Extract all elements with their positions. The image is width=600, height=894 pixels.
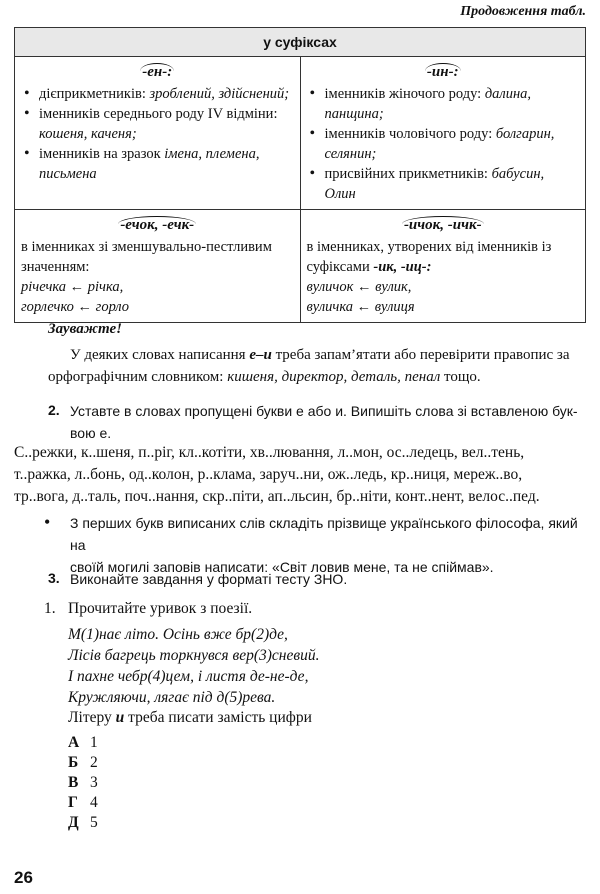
cell-yn xyxy=(300,57,586,210)
poem-excerpt: М(1)нає літо. Осінь вже бр(2)де, Лісів багрець торкнувся вер(3)сневий. І пахне чебр(4)цем, і листя де-не-де, Кружляючи, лягає під д(5)рева. xyxy=(68,626,320,706)
task-3-number: 3. xyxy=(48,570,60,586)
answer-option-a: А 1 xyxy=(68,734,98,751)
answer-option-c: В 3 xyxy=(68,774,98,791)
continuation-note: Продовження табл. xyxy=(460,4,586,19)
question-text: Прочитайте уривок з поезії. xyxy=(68,600,253,617)
task-2-number: 2. xyxy=(48,402,60,418)
list-item: • присвійних прикметників: бабусин, Олин xyxy=(307,164,580,204)
list-item: • іменників чоловічого роду: болгарин, селянин; xyxy=(307,124,580,164)
note-text: У деяких словах написання е–и треба запам’ятати або перевірити правопис за орфографічним словником: кишеня, директор, деталь, пенал тощо. xyxy=(48,347,570,385)
example: горлечко ← горло xyxy=(21,299,130,315)
answer-option-d: Г 4 xyxy=(68,794,98,811)
suffix-ychok: -ичок, -ичк- xyxy=(403,217,482,233)
cell-echok xyxy=(15,210,301,323)
answer-option-b: Б 2 xyxy=(68,754,98,771)
answer-option-e: Д 5 xyxy=(68,814,98,831)
list-item: • іменників жіночого роду: далина, панщина; xyxy=(307,84,580,124)
page-number: 26 xyxy=(14,868,33,887)
list-item: • іменників середнього роду IV відміни: кошеня, каченя; xyxy=(21,104,294,144)
question-number: 1. xyxy=(44,600,56,617)
cell-description: в іменниках зі зменшувально-пестливим значенням: xyxy=(21,239,272,275)
cell-ychok xyxy=(300,210,586,323)
cell-description: в іменниках, утворених від іменників із суфіксами -ик, -иц-: xyxy=(306,239,552,275)
task-2-words: С..режки, к..шеня, п..ріг, кл..котіти, хв..лювання, л..мон, ос..ледець, вел..тень, т..ражка, л..бонь, од..колон, р..клама, заруч..ни, ож..ледь, кр..ниця, мереж..во, тр..вога, д..таль, поч..нання, скр..піти, ап..льсин, бр..ніти, конт..нент, велос..пед. xyxy=(14,444,540,505)
suffix-echok: -ечок, -ечк- xyxy=(120,217,195,233)
suffix-rules-table xyxy=(14,27,586,323)
example: вуличка ← вулиця xyxy=(306,299,415,315)
task-2-subtask: З перших букв виписаних слів складіть прізвище українського філософа, який на своїй могилі заповів написати: «Світ ловив мене, та не спіймав». xyxy=(70,515,578,575)
example: річечка ← річка, xyxy=(21,279,124,295)
table-title: у суфіксах xyxy=(15,28,586,57)
bullet-icon: • xyxy=(44,512,51,532)
suffix-en: -ен-: xyxy=(142,64,173,80)
task-2-instruction: Уставте в словах пропущені букви е або и. Випишіть слова зі вставленою бук- вою е. xyxy=(70,403,578,441)
list-item: • дієприкметників: зроблений, здійснений; xyxy=(21,84,294,104)
note-title: Зауважте! xyxy=(48,321,122,337)
example: вуличок ← вулик, xyxy=(306,279,412,295)
list-item: • іменників на зразок імена, племена, письмена xyxy=(21,144,294,184)
cell-en xyxy=(15,57,301,210)
task-3-title: Виконайте завдання у форматі тесту ЗНО. xyxy=(70,571,348,587)
list-en xyxy=(21,84,294,184)
list-yn xyxy=(307,84,580,204)
suffix-yn: -ин-: xyxy=(426,64,459,80)
question-prompt: Літеру и треба писати замість цифри xyxy=(68,709,312,726)
